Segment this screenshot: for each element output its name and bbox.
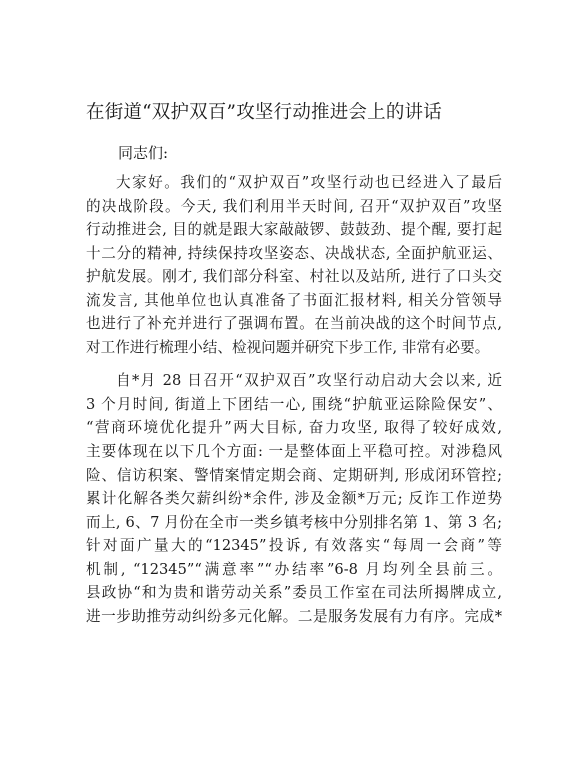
text-line: 流发言, 其他单位也认真准备了书面汇报材料, 相关分管领导 <box>86 291 502 309</box>
text-line: 也进行了补充并进行了强调布置。在当前决战的这个时间节点, <box>86 315 502 333</box>
text-line: 对工作进行梳理小结、检视问题并研究下步工作, 非常有必要。 <box>86 338 490 356</box>
text-line: 行动推进会, 目的就是跟大家敲敲锣、鼓鼓劲、提个醒, 要打起 <box>86 221 502 239</box>
text-line: 而上, 6、7 月份在全市一类乡镇考核中分别排名第 1、第 3 名; <box>86 513 502 531</box>
text-line: 针对面广量大的“12345”投诉, 有效落实“每周一会商”等 <box>86 537 502 555</box>
document-body <box>86 171 502 628</box>
text-line: “营商环境优化提升”两大目标, 奋力攻坚, 取得了较好成效, <box>86 419 502 437</box>
text-line: 累计化解各类欠薪纠纷*余件, 涉及金额*万元; 反诈工作逆势 <box>86 490 502 508</box>
text-line: 大家好。我们的“双护双百”攻坚行动也已经进入了最后 <box>116 174 502 191</box>
text-line: 进一步助推劳动纠纷多元化解。二是服务发展有力有序。完成* <box>86 607 502 625</box>
text-line: 3 个月时间, 街道上下团结一心, 围绕“护航亚运除险保安”、 <box>86 395 502 413</box>
text-line: 自*月 28 日召开“双护双百”攻坚行动启动大会以来, 近 <box>116 372 502 390</box>
text-line: 十二分的精神, 持续保持攻坚姿态、决战状态, 全面护航亚运、 <box>86 244 502 262</box>
text-line: 的决战阶段。今天, 我们利用半天时间, 召开“双护双百”攻坚 <box>86 197 502 215</box>
text-line: 县政协“和为贵和谐劳动关系”委员工作室在司法所揭牌成立, <box>86 584 502 602</box>
text-line: 主要体现在以下几个方面: 一是整体面上平稳可控。对涉稳风 <box>86 443 502 461</box>
text-line: 险、信访积案、警情案情定期会商、定期研判, 形成闭环管控; <box>86 466 502 484</box>
salutation: 同志们: <box>118 144 169 162</box>
document-title: 在街道“双护双百”攻坚行动推进会上的讲话 <box>86 102 442 123</box>
text-line: 护航发展。刚才, 我们部分科室、村社以及站所, 进行了口头交 <box>86 268 502 286</box>
text-line: 机制, “12345”“满意率”“办结率”6-8 月均列全县前三。 <box>86 560 502 578</box>
paragraph-gap <box>86 359 502 369</box>
